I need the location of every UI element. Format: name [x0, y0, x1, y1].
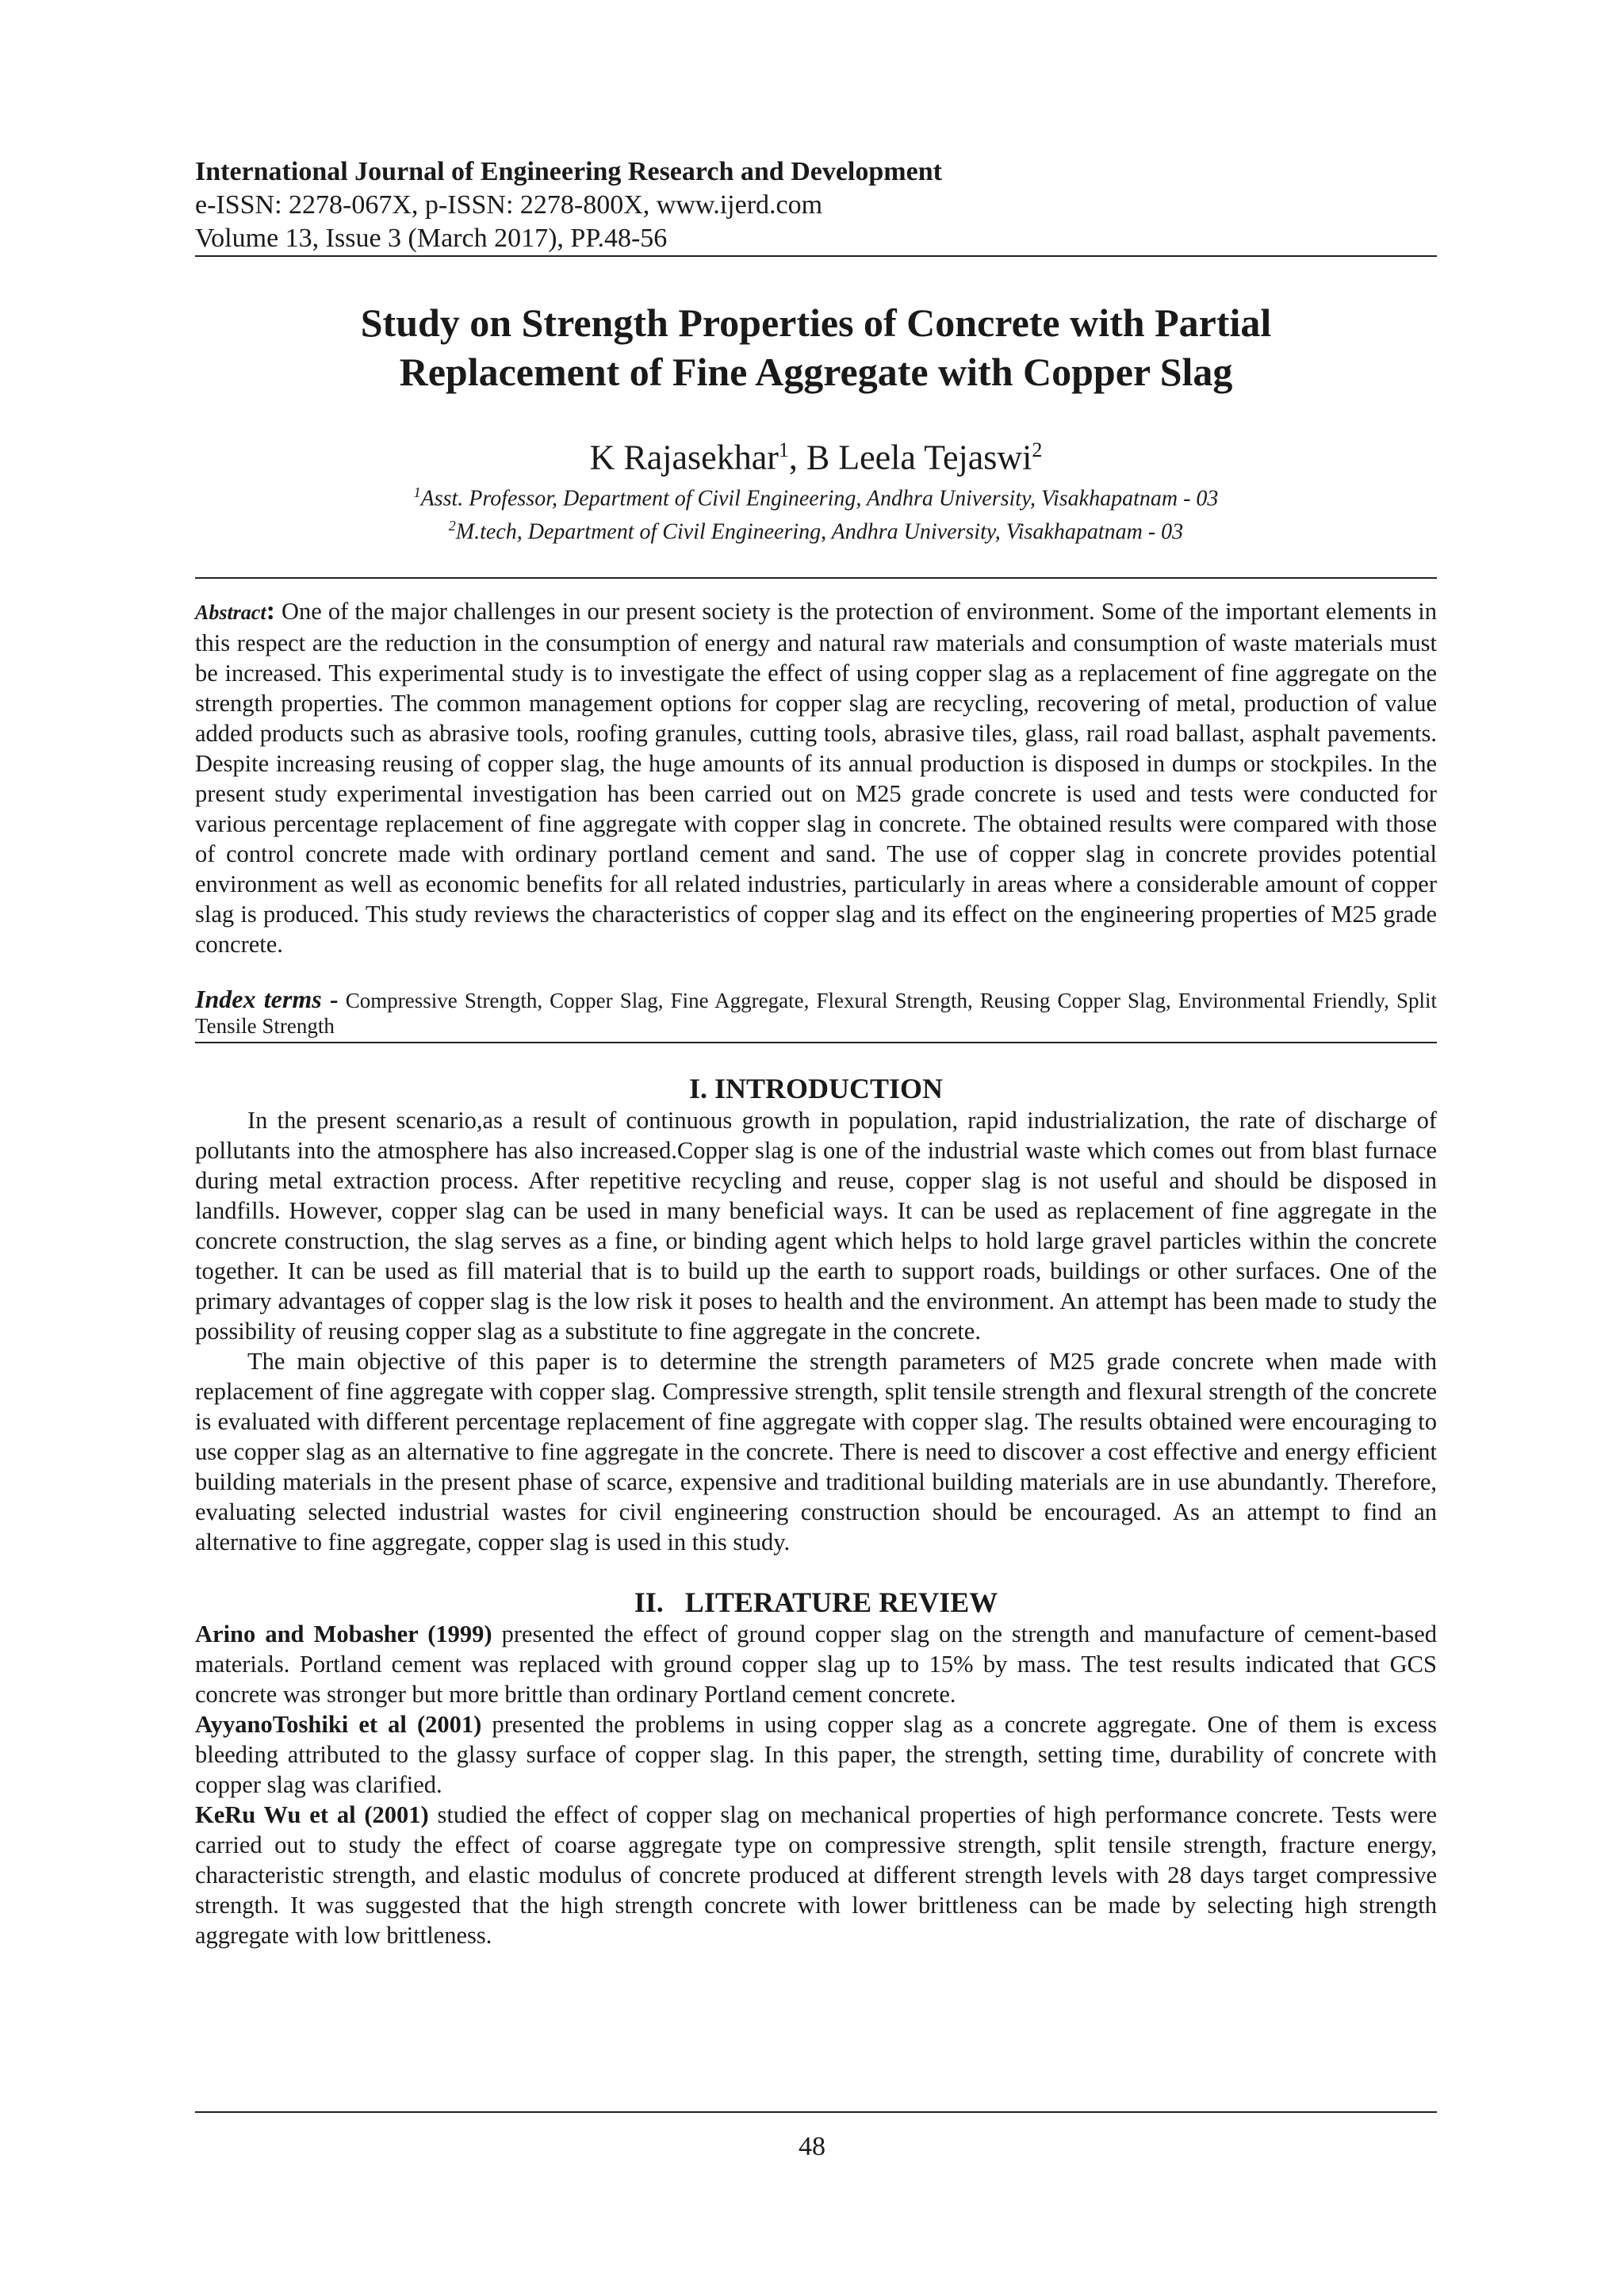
footer-rule [195, 2111, 1437, 2113]
literature-entry-name: KeRu Wu et al (2001) [195, 1801, 429, 1829]
journal-name: International Journal of Engineering Research and Development [195, 157, 942, 186]
affiliations [195, 479, 1437, 546]
literature-entry [195, 1619, 1437, 1709]
journal-volume: Volume 13, Issue 3 (March 2017), PP.48-56 [195, 224, 668, 253]
literature-entry [195, 1709, 1437, 1800]
journal-issn: e-ISSN: 2278-067X, p-ISSN: 2278-800X, www.ijerd.com [195, 190, 823, 220]
introduction-paragraph-1: In the present scenario,as a result of continuous growth in population, rapid industrialization, the rate of discharge of pollutants into the atmosphere has also increased.Copper slag is one of the industrial waste which comes out from blast furnace during metal extraction process. After repetitive recycling and reuse, copper slag is not useful and should be disposed in landfills. However, copper slag can be used in many beneficial ways. It can be used as replacement of fine aggregate in the concrete construction, the slag serves as a fine, or binding agent which helps to hold large gravel particles within the concrete together. It can be used as fill material that is to build up the earth to support roads, buildings or other surfaces. One of the primary advantages of copper slag is the low risk it poses to health and the environment. An attempt has been made to study the possibility of reusing copper slag as a substitute to fine aggregate in the concrete. [195, 1107, 1437, 1345]
author-1-name: K Rajasekhar [589, 438, 779, 477]
index-terms-text: Compressive Strength, Copper Slag, Fine Aggregate, Flexural Strength, Reusing Copper Slag, Environmental Friendly, Split Tensile Strength [195, 989, 1438, 1039]
affiliation-2 [195, 512, 1437, 545]
title-line-2: Replacement of Fine Aggregate with Copper Slag [399, 350, 1233, 394]
index-bottom-rule [195, 1042, 1437, 1043]
affiliation-1 [195, 479, 1437, 512]
author-line [195, 430, 1437, 479]
abstract-colon: : [266, 596, 275, 626]
page-number: 48 [799, 2132, 825, 2161]
introduction-heading: I. INTRODUCTION [688, 1073, 944, 1105]
index-terms-label: Index terms - [195, 985, 339, 1014]
literature-entry-text: presented the problems in using copper slag as a concrete aggregate. One of them is excess bleeding attributed to the glassy surface of copper slag. In this paper, the strength, setting time, durability of concrete with copper slag was clarified. [195, 1711, 1437, 1799]
affiliation-2-text: M.tech, Department of Civil Engineering, Andhra University, Visakhapatnam - 03 [455, 519, 1184, 545]
page-content [195, 155, 1437, 1950]
abstract-section [195, 579, 1437, 959]
affiliation-1-sup: 1 [413, 484, 421, 500]
introduction-paragraph-2: The main objective of this paper is to determine the strength parameters of M25 grade concrete when made with replacement of fine aggregate with copper slag. Compressive strength, split tensile strength and flexural strength of the concrete is evaluated with different percentage replacement of fine aggregate with copper slag. The results obtained were encouraging to use copper slag as an alternative to fine aggregate in the concrete. There is need to discover a cost effective and energy efficient building materials in the present phase of scarce, expensive and traditional building materials are in use abundantly. Therefore, evaluating selected industrial wastes for civil engineering construction should be encouraged. As an attempt to find an alternative to fine aggregate, copper slag is used in this study. [195, 1348, 1437, 1556]
author-1-sup: 1 [778, 438, 789, 461]
literature-entry-text: studied the effect of copper slag on mechanical properties of high performance concrete. Tests were carried out to study the effect of coarse aggregate type on compressive strength, split tensile strength, fracture energy, characteristic strength, and elastic modulus of concrete produced at different strength levels with 28 days target compressive strength. It was suggested that the high strength concrete with lower brittleness can be made by selecting high strength aggregate with low brittleness. [195, 1801, 1437, 1950]
title-line-1: Study on Strength Properties of Concrete with Partial [360, 300, 1272, 345]
abstract-text: One of the major challenges in our present society is the protection of environment. Some of the important elements in this respect are the reduction in the consumption of energy and natural raw materials and consumption of waste materials must be increased. This experimental study is to investigate the effect of using copper slag as a replacement of fine aggregate on the strength properties. The common management options for copper slag are recycling, recovering of metal, production of value added products such as abrasive tools, roofing granules, cutting tools, abrasive tiles, glass, rail road ballast, asphalt pavements. Despite increasing reusing of copper slag, the huge amounts of its annual production is disposed in dumps or stockpiles. In the present study experimental investigation has been carried out on M25 grade concrete is used and tests were conducted for various percentage replacement of fine aggregate with copper slag in concrete. The obtained results were compared with those of control concrete made with ordinary portland cement and sand. The use of copper slag in concrete provides potential environment as well as economic benefits for all related industries, particularly in areas where a considerable amount of copper slag is produced. This study reviews the characteristics of copper slag and its effect on the engineering properties of M25 grade concrete. [195, 598, 1437, 959]
literature-entry-text: presented the effect of ground copper slag on the strength and manufacture of cement-based materials. Portland cement was replaced with ground copper slag up to 15% by mass. The test results indicated that GCS concrete was stronger but more brittle than ordinary Portland cement concrete. [195, 1621, 1437, 1709]
abstract-label: Abstract [195, 601, 266, 625]
paper-title [195, 298, 1437, 396]
abstract-paragraph [195, 596, 1437, 959]
literature-heading: II. LITERATURE REVIEW [634, 1586, 998, 1619]
literature-entry-name: AyyanoToshiki et al (2001) [195, 1711, 482, 1739]
header-rule [195, 255, 1437, 257]
author-2-sup: 2 [1032, 438, 1043, 461]
index-terms [195, 986, 1437, 1039]
author-separator: , [788, 438, 806, 477]
affiliation-1-text: Asst. Professor, Department of Civil Engineering, Andhra University, Visakhapatnam - 03 [420, 485, 1219, 511]
literature-entry [195, 1800, 1437, 1950]
author-2-name: B Leela Tejaswi [806, 438, 1032, 477]
journal-header [195, 155, 1437, 255]
literature-entry-name: Arino and Mobasher (1999) [195, 1621, 492, 1648]
affiliation-2-sup: 2 [448, 517, 456, 534]
